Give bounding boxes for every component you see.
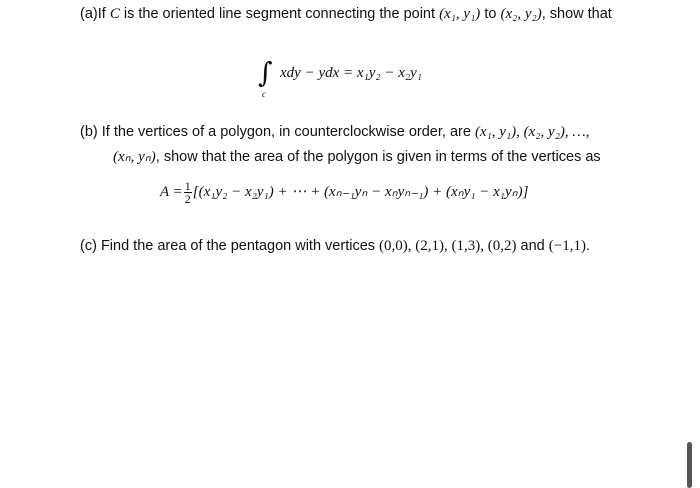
part-b-label: (b) (80, 124, 98, 140)
part-a-text-4: , show that (541, 6, 612, 22)
point-2: (x₂, y₂) (500, 6, 542, 22)
part-c-statement (80, 238, 590, 255)
area-lhs: A = (160, 183, 183, 200)
integral-lower-limit: c (262, 89, 266, 99)
vertical-scrollbar[interactable] (687, 442, 692, 488)
point-1: (x₁, y₁) (439, 6, 481, 22)
integral-sign: ∫ (258, 56, 273, 89)
vertices-list-start: (x₁, y₁), (x₂, y₂), …, (474, 124, 590, 140)
part-b-line-1 (80, 124, 590, 141)
part-a-text-2: is the oriented line segment connecting the point (119, 6, 440, 22)
part-c-and: and (516, 238, 549, 254)
integral-expression: xdy − ydx = x₁y₂ − x₂y₁ (280, 65, 422, 81)
part-b-line-2 (113, 147, 601, 166)
pentagon-vertices: (0,0), (2,1), (1,3), (0,2) (379, 238, 517, 254)
part-c-label: (c) (80, 238, 97, 254)
fraction-numerator: 1 (184, 179, 191, 193)
area-rhs: [(x₁y₂ − x₂y₁) + ⋯ + (xₙ₋₁yₙ − xₙyₙ₋₁) + (xₙy₁ − x₁yₙ)] (192, 183, 529, 200)
vertex-n: (xₙ, yₙ) (113, 149, 156, 165)
fraction-denominator: 2 (184, 192, 191, 206)
part-c-text: Find the area of the pentagon with vertices (96, 238, 380, 254)
line-integral-formula (258, 56, 498, 106)
part-a-text-3: to (480, 6, 501, 22)
part-c-period: . (585, 238, 590, 254)
part-b-text-1: If the vertices of a polygon, in counterclockwise order, are (101, 124, 475, 140)
polygon-area-formula (160, 180, 528, 220)
one-half-fraction (184, 180, 192, 205)
part-b-text-2: , show that the area of the polygon is given in terms of the vertices as (155, 149, 601, 165)
pentagon-last-vertex: (−1,1) (548, 238, 586, 254)
part-a-statement (80, 6, 612, 23)
part-a-text-1: If (97, 6, 110, 22)
curve-variable: C (109, 6, 120, 22)
part-a-label: (a) (80, 6, 98, 22)
